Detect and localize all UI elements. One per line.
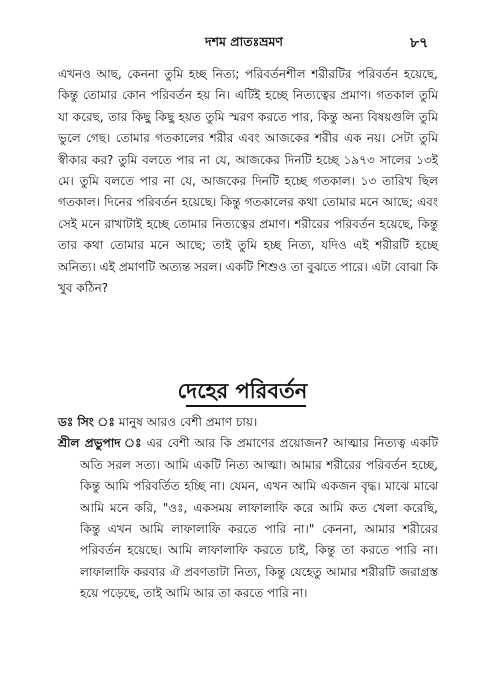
body-paragraph: এখনও আছ, কেননা তুমি হচ্ছ নিত্য; পরিবর্তনশীল শরীরটির পরিবর্তন হয়েছে, কিন্তু তোমার কোন পরিবর্তন হয় নি। এটিই হচ্ছে নিত্যত্বের প্রমাণ। গতকাল তুমি যা করেছ, তার কিছু কিছু হয়ত তুমি স্মরণ করতে পার, কিন্তু অন্য বিষয়গুলি তুমি ভুলে গেছ। তোমার গতকালের শরীর এবং আজকের শরীর এক নয়। সেটা তুমি স্বীকার কর? তুমি বলতে পার না যে, আজকের দিনটি হচ্ছে ১৯৭৩ সালের ১৩ই মে। তুমি বলতে পার না যে, আজকের দিনটি হচ্ছে গতকাল। ১৩ তারিখ ছিল গতকাল। দিনের পরিবর্তন হয়েছে। কিন্তু গতকালের কথা তোমার মনে আছে; এবং সেই মনে রাখাটাই হচ্ছে তোমার নিত্যত্বের প্রমাণ। শরীরের পরিবর্তন হয়েছে, কিন্তু তার কথা তোমার মনে আছে; তাই তুমি হচ্ছ নিত্য, যদিও এই শরীরটি হচ্ছে অনিত্য। এই প্রমাণটি অত্যন্ত সরল। একটি শিশুও তা বুঝতে পারে। এটা বোঝা কি খুব কঠিন? — [58, 67, 438, 296]
running-header — [0, 34, 485, 54]
dialogue-turn — [58, 412, 438, 433]
dialogue — [58, 412, 438, 605]
heading-underline — [186, 405, 306, 407]
page-number: ৮৭ — [410, 35, 429, 51]
speaker-name: শ্রীল প্রভুপাদ ঃ — [58, 436, 143, 451]
dialogue-turn — [58, 433, 438, 604]
chapter-title: দশম প্রাতঃভ্রমণ — [205, 34, 283, 49]
dialogue-text: এর বেশী আর কি প্রমাণের প্রয়োজন? আত্মার নিত্যত্ব একটি অতি সরল সত্য। আমি একটি নিত্য আত্মা। আমার শরীরের পরিবর্তন হচ্ছে, কিন্তু আমি পরিবর্তিত হচ্ছি না। যেমন, এখন আমি একজন বৃদ্ধ। মাঝে মাঝে আমি মনে করি, "ওঃ, একসময় লাফালাফি করে আমি কত খেলা করেছি, কিন্তু এখন আমি লাফালাফি করতে পারি না।" কেননা, আমার শরীরের পরিবর্তন হয়েছে। আমি লাফালাফি করতে চাই, কিন্তু তা করতে পারি না। লাফালাফি করবার ঐ প্রবণতাটা নিত্য, কিন্তু যেহেতু আমার শরীরটি জরাগ্রস্ত হয়ে পড়েছে, তাই আমি আর তা করতে পারি না। — [80, 436, 438, 601]
dialogue-text: মানুষ আরও বেশী প্রমাণ চায়। — [118, 415, 258, 429]
section-heading: দেহের পরিবর্তন — [177, 379, 308, 403]
speaker-name: ডঃ সিং ঃ — [58, 415, 115, 429]
